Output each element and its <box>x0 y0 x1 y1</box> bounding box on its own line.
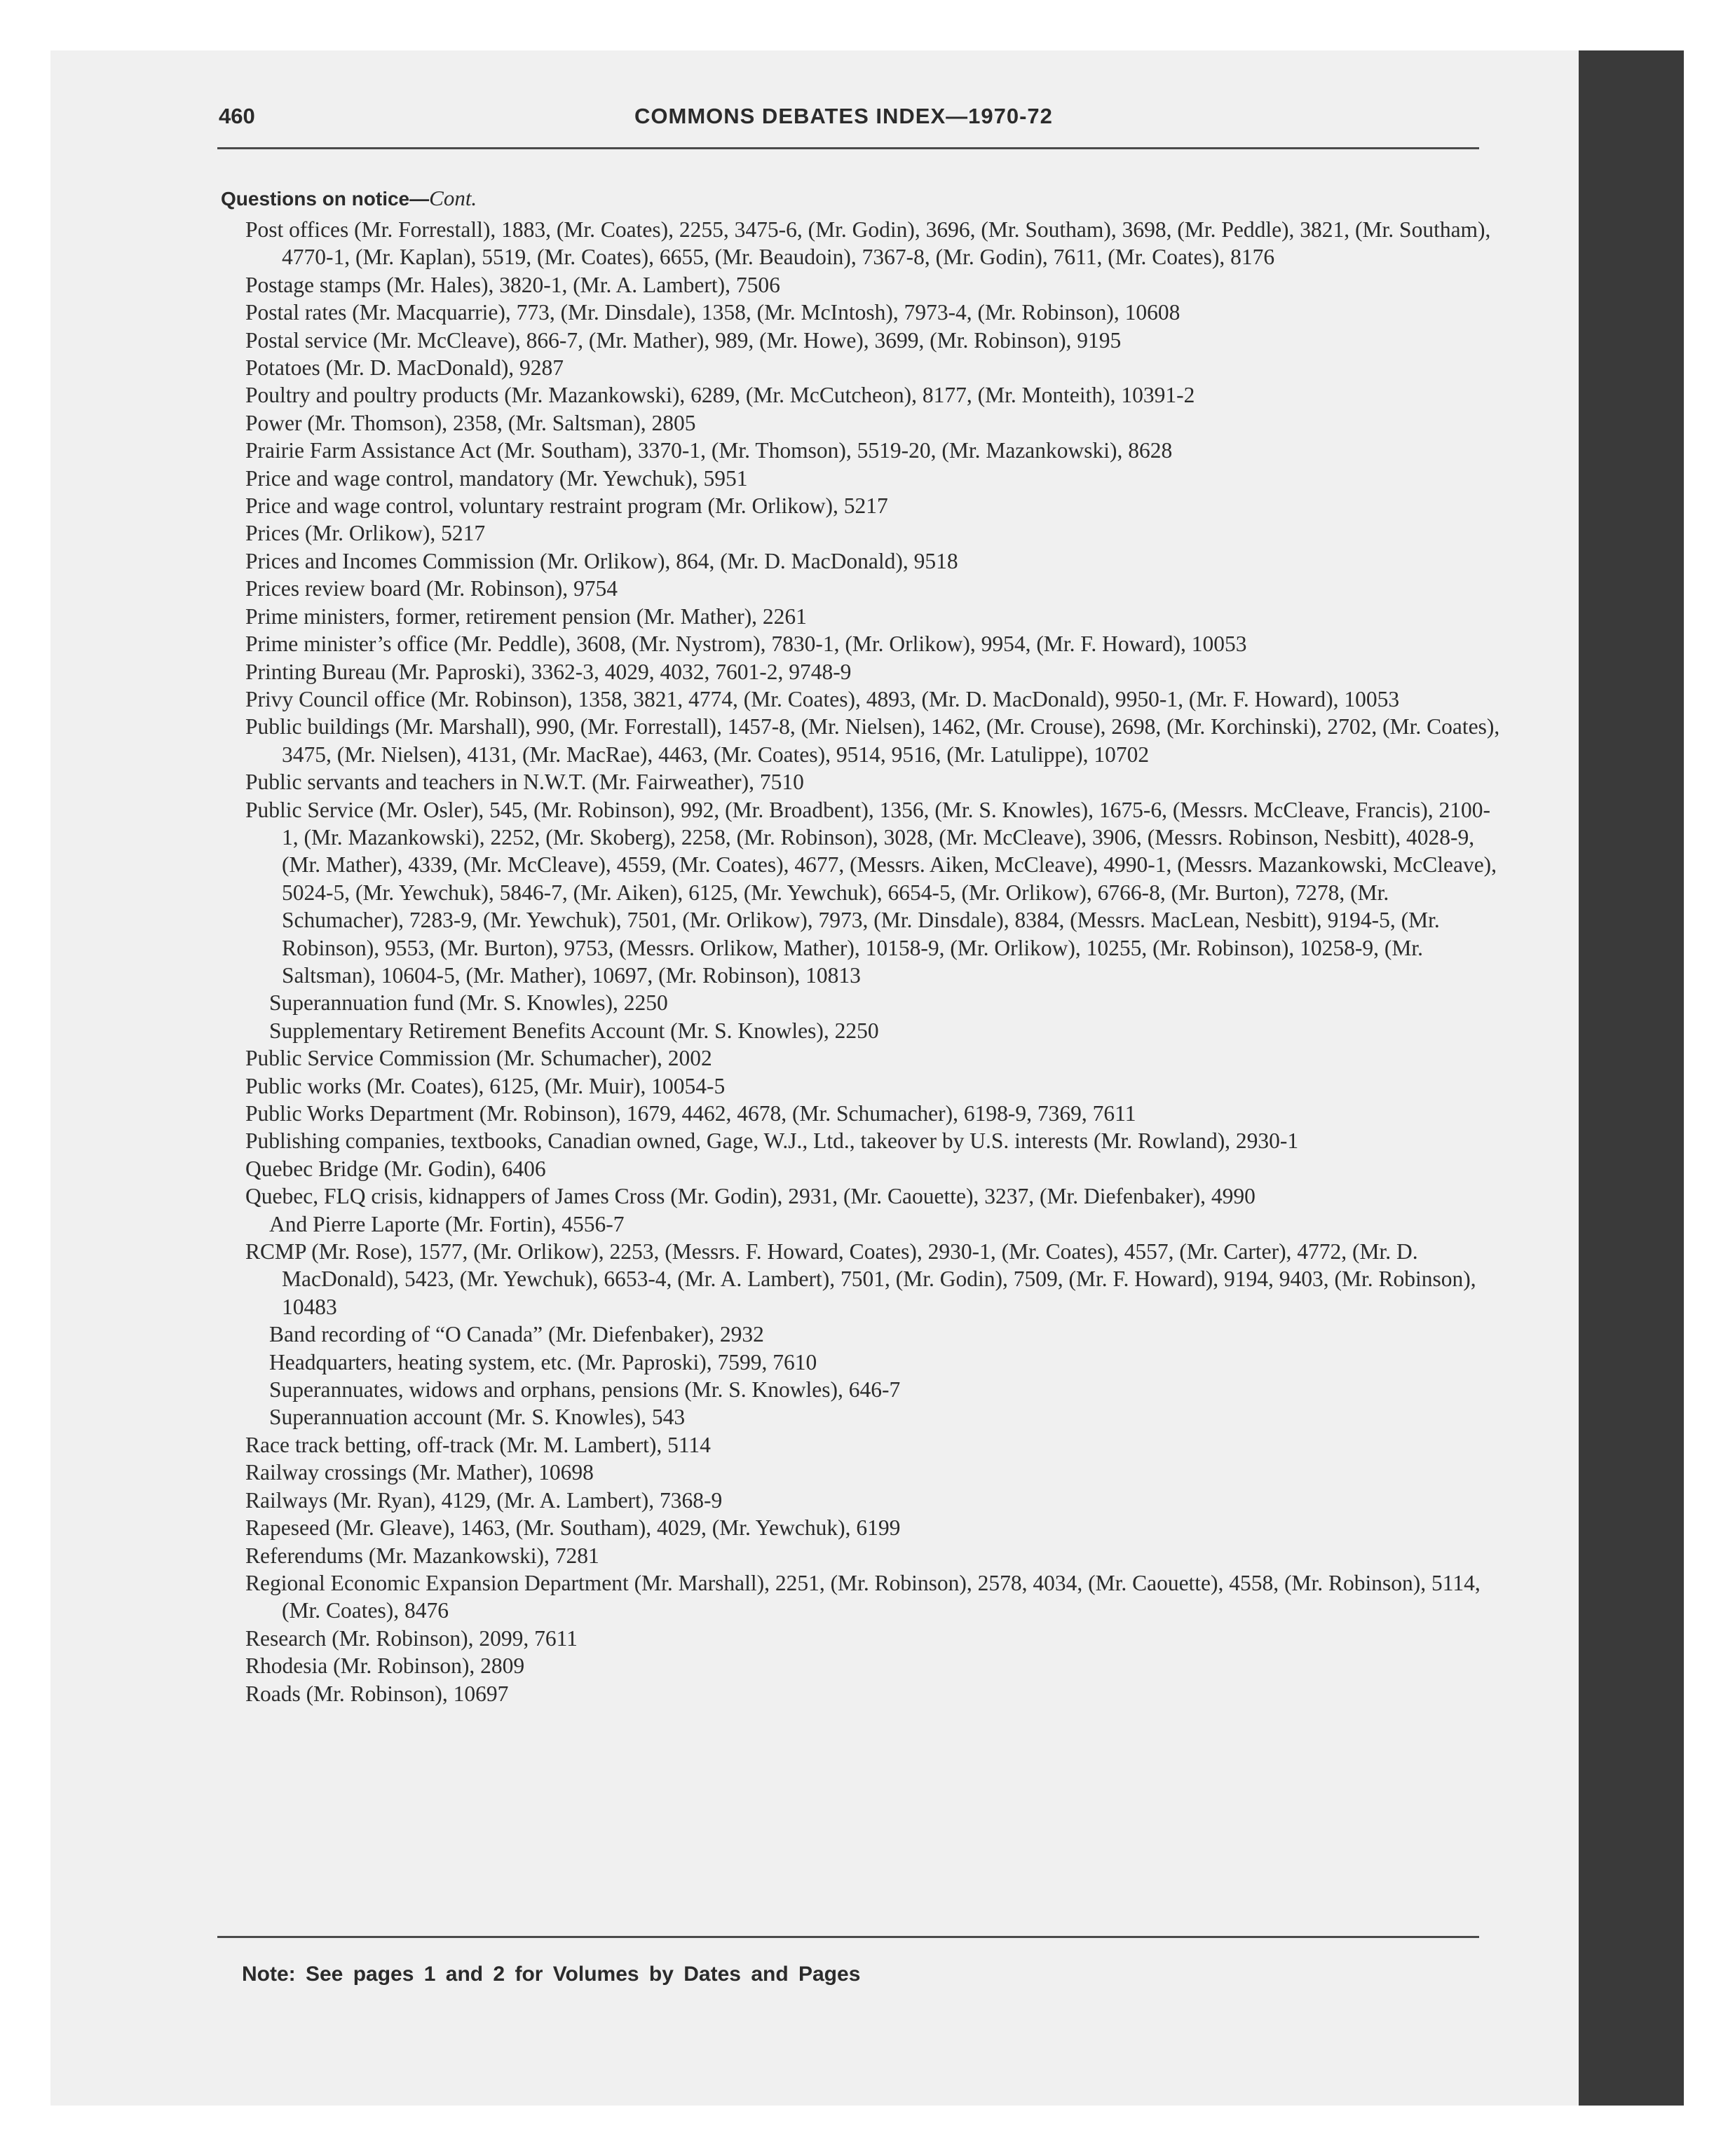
index-entry: Prices review board (Mr. Robinson), 9754 <box>245 576 618 601</box>
index-entry: Public Service Commission (Mr. Schumacher), 2002 <box>245 1046 712 1071</box>
header-rule <box>217 147 1479 149</box>
index-subentry: Superannuation fund (Mr. S. Knowles), 2250 <box>269 990 668 1016</box>
index-entry: Power (Mr. Thomson), 2358, (Mr. Saltsman), 2805 <box>245 410 696 435</box>
index-entry: Race track betting, off-track (Mr. M. Lambert), 5114 <box>245 1432 711 1457</box>
section-heading <box>221 186 477 211</box>
index-entry: Public works (Mr. Coates), 6125, (Mr. Muir), 10054-5 <box>245 1073 726 1098</box>
index-entry: Prime ministers, former, retirement pension (Mr. Mather), 2261 <box>245 603 807 629</box>
index-entry: Quebec, FLQ crisis, kidnappers of James Cross (Mr. Godin), 2931, (Mr. Caouette), 3237, (Mr. Diefenbaker), 4990 <box>245 1184 1256 1209</box>
index-subentry: Headquarters, heating system, etc. (Mr. Paproski), 7599, 7610 <box>269 1349 817 1374</box>
section-heading-text: Questions on notice— <box>221 188 430 210</box>
index-subentry: Band recording of “O Canada” (Mr. Diefenbaker), 2932 <box>269 1322 764 1347</box>
index-entry: RCMP (Mr. Rose), 1577, (Mr. Orlikow), 2253, (Messrs. F. Howard, Coates), 2930-1, (Mr. Coates), 4557, (Mr. Carter), 4772, (Mr. D. MacDonald), 5423, (Mr. Yewchuk), 6653-4, (Mr. A. Lambert), 7501, (Mr. Godin), 7509, (Mr. F. Howard), 9194, 9403, (Mr. Robinson), 10483 <box>245 1239 1476 1319</box>
index-entry: Price and wage control, mandatory (Mr. Yewchuk), 5951 <box>245 465 748 491</box>
index-entry: Public Works Department (Mr. Robinson), 1679, 4462, 4678, (Mr. Schumacher), 6198-9, 7369, 7611 <box>245 1101 1136 1126</box>
index-entry: Roads (Mr. Robinson), 10697 <box>245 1681 509 1706</box>
index-entry: Rhodesia (Mr. Robinson), 2809 <box>245 1653 525 1679</box>
index-entry: Postal rates (Mr. Macquarrie), 773, (Mr. Dinsdale), 1358, (Mr. McIntosh), 7973-4, (Mr. Robinson), 10608 <box>245 300 1181 325</box>
section-heading-cont: Cont. <box>429 186 477 210</box>
index-entry: Prices (Mr. Orlikow), 5217 <box>245 521 486 546</box>
index-entry: Publishing companies, textbooks, Canadian owned, Gage, W.J., Ltd., takeover by U.S. interests (Mr. Rowland), 2930-1 <box>245 1128 1299 1154</box>
index-entry: Public servants and teachers in N.W.T. (Mr. Fairweather), 7510 <box>245 770 804 795</box>
index-entry: Post offices (Mr. Forrestall), 1883, (Mr. Coates), 2255, 3475-6, (Mr. Godin), 3696, (Mr. Southam), 3698, (Mr. Peddle), 3821, (Mr. Southam), 4770-1, (Mr. Kaplan), 5519, (Mr. Coates), 6655, (Mr. Beaudoin), 7367-8, (Mr. Godin), 7611, (Mr. Coates), 8176 <box>245 217 1491 270</box>
index-subentry: Supplementary Retirement Benefits Account (Mr. S. Knowles), 2250 <box>269 1018 879 1043</box>
index-entry: Public buildings (Mr. Marshall), 990, (Mr. Forrestall), 1457-8, (Mr. Nielsen), 1462, (Mr. Crouse), 2698, (Mr. Korchinski), 2702, (Mr. Coates), 3475, (Mr. Nielsen), 4131, (Mr. MacRae), 4463, (Mr. Coates), 9514, 9516, (Mr. Latulippe), 10702 <box>245 714 1500 767</box>
index-entry: Printing Bureau (Mr. Paproski), 3362-3, 4029, 4032, 7601-2, 9748-9 <box>245 659 852 684</box>
index-subentry: Superannuates, widows and orphans, pensions (Mr. S. Knowles), 646-7 <box>269 1377 901 1403</box>
index-entry: Poultry and poultry products (Mr. Mazankowski), 6289, (Mr. McCutcheon), 8177, (Mr. Monteith), 10391-2 <box>245 383 1195 408</box>
index-entry: Postage stamps (Mr. Hales), 3820-1, (Mr. A. Lambert), 7506 <box>245 272 780 297</box>
running-head: COMMONS DEBATES INDEX—1970-72 <box>634 104 1053 128</box>
index-entry: Privy Council office (Mr. Robinson), 1358, 3821, 4774, (Mr. Coates), 4893, (Mr. D. MacDonald), 9950-1, (Mr. F. Howard), 10053 <box>245 686 1400 711</box>
index-entry: Postal service (Mr. McCleave), 866-7, (Mr. Mather), 989, (Mr. Howe), 3699, (Mr. Robinson), 9195 <box>245 327 1122 353</box>
index-entry: Prairie Farm Assistance Act (Mr. Southam), 3370-1, (Mr. Thomson), 5519-20, (Mr. Mazankowski), 8628 <box>245 438 1173 463</box>
index-entry: Referendums (Mr. Mazankowski), 7281 <box>245 1543 599 1568</box>
index-entry: Rapeseed (Mr. Gleave), 1463, (Mr. Southam), 4029, (Mr. Yewchuk), 6199 <box>245 1515 901 1541</box>
index-entry-list <box>245 216 1500 1707</box>
index-entry: Research (Mr. Robinson), 2099, 7611 <box>245 1625 578 1651</box>
index-entry: Railway crossings (Mr. Mather), 10698 <box>245 1460 594 1485</box>
index-subentry: Superannuation account (Mr. S. Knowles), 543 <box>269 1405 686 1430</box>
index-entry: Potatoes (Mr. D. MacDonald), 9287 <box>245 355 564 381</box>
index-subentry: And Pierre Laporte (Mr. Fortin), 4556-7 <box>269 1211 625 1236</box>
index-entry: Quebec Bridge (Mr. Godin), 6406 <box>245 1156 546 1181</box>
footer-rule <box>217 1936 1479 1938</box>
footer-note: Note: See pages 1 and 2 for Volumes by Dates and Pages <box>242 1963 861 1986</box>
index-entry: Railways (Mr. Ryan), 4129, (Mr. A. Lambert), 7368-9 <box>245 1487 723 1513</box>
index-entry: Regional Economic Expansion Department (Mr. Marshall), 2251, (Mr. Robinson), 2578, 4034, (Mr. Caouette), 4558, (Mr. Robinson), 5114, (Mr. Coates), 8476 <box>245 1570 1481 1623</box>
index-entry: Prime minister’s office (Mr. Peddle), 3608, (Mr. Nystrom), 7830-1, (Mr. Orlikow), 9954, (Mr. F. Howard), 10053 <box>245 632 1247 657</box>
book-spine-shadow <box>1579 50 1684 2106</box>
index-entry: Price and wage control, voluntary restraint program (Mr. Orlikow), 5217 <box>245 493 888 519</box>
index-entry: Public Service (Mr. Osler), 545, (Mr. Robinson), 992, (Mr. Broadbent), 1356, (Mr. S. Knowles), 1675-6, (Messrs. McCleave, Francis), 2100-1, (Mr. Mazankowski), 2252, (Mr. Skoberg), 2258, (Mr. Robinson), 3028, (Mr. McCleave), 3906, (Messrs. Robinson, Nesbitt), 4028-9, (Mr. Mather), 4339, (Mr. McCleave), 4559, (Mr. Coates), 4677, (Messrs. Aiken, McCleave), 4990-1, (Messrs. Mazankowski, McCleave), 5024-5, (Mr. Yewchuk), 5846-7, (Mr. Aiken), 6125, (Mr. Yewchuk), 6654-5, (Mr. Orlikow), 6766-8, (Mr. Burton), 7278, (Mr. Schumacher), 7283-9, (Mr. Yewchuk), 7501, (Mr. Orlikow), 7973, (Mr. Dinsdale), 8384, (Messrs. MacLean, Nesbitt), 9194-5, (Mr. Robinson), 9553, (Mr. Burton), 9753, (Messrs. Orlikow, Mather), 10158-9, (Mr. Orlikow), 10255, (Mr. Robinson), 10258-9, (Mr. Saltsman), 10604-5, (Mr. Mather), 10697, (Mr. Robinson), 10813 <box>245 797 1497 988</box>
index-entry: Prices and Incomes Commission (Mr. Orlikow), 864, (Mr. D. MacDonald), 9518 <box>245 548 958 573</box>
page-number: 460 <box>219 104 255 128</box>
